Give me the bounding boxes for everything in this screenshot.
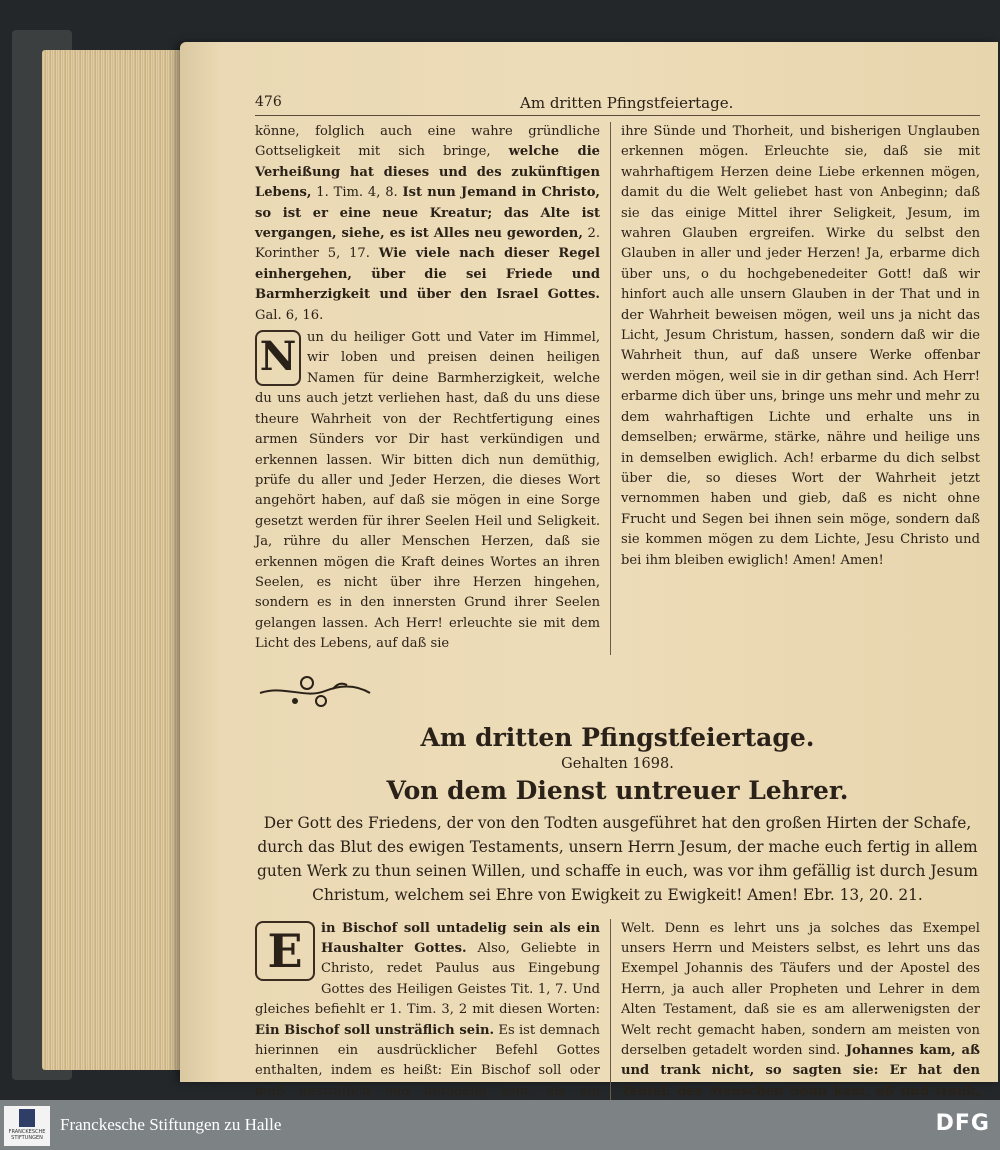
text-run: 2. Korinther 5, 17. [255, 226, 600, 262]
text-run: Also, Geliebte in Christo, redet Paulus aus Eingebung Gottes des Heiligen Geistes Tit. 1, 7. Und gleiches befiehlt er 1. Tim. 3, 2 mit diesen Worten: [255, 940, 600, 1018]
sermon-title: Von dem Dienst untreuer Lehrer. [386, 775, 849, 805]
bold-run: Johannes kam, aß und trank nicht, so sagten sie: Er hat den Teufel; des Menschen Sohn kam, aß und trank, [621, 1043, 980, 1099]
section-year: Gehalten 1698. [561, 755, 674, 772]
left-column [255, 122, 611, 655]
text-run: 1. Tim. 4, 8. [316, 185, 398, 201]
lower-left-column [255, 919, 611, 1100]
bold-run: Ein Bischof soll unsträflich sein. [255, 1022, 495, 1038]
lower-right-column [611, 919, 980, 1100]
lower-right-paragraph [621, 919, 980, 1100]
page-content [255, 90, 980, 1100]
text-run: Welt. Denn es lehrt uns ja solches das Exempel unsers Herrn und Meisters selbst, es lehrt uns das Exempel Johannis des Täufers und der Apostel des Herrn, ja auch aller Propheten und Lehrer in dem Alten Testament, daß sie es am allerwenigsten der Welt recht gemacht haben, sondern am meisten von derselben getadelt worden sind. [621, 920, 980, 1058]
text-run: un du heiliger Gott und Vater im Himmel, wir loben und preisen deinen heiligen Namen für deine Barmherzigkeit, welche du uns auch jetzt verliehen hast, daß du uns diese theure Wahrheit von der Rechtfertigung eines armen Sünders vor Dir hast verkündigen und erkennen lassen. Wir bitten dich nun demüthig, prüfe du aller und Jeder Herzen, die dieses Wort angehört haben, auf daß sie mögen in eine Sorge gesetzt werden für ihrer Seelen Heil und Seligkeit. Ja, rühre du aller Menschen Herzen, daß sie erkennen mögen die Kraft deines Wortes an ihren Seelen, es nicht über ihre Herzen hingehen, sondern es in den innersten Grund ihrer Seelen gelangen lassen. Ach Herr! erleuchte sie mit dem Licht des Lebens, auf daß sie [255, 330, 600, 652]
bold-run: in Bischof soll untadelig sein als ein Haushalter Gottes. [321, 920, 600, 956]
left-paragraph-1 [255, 122, 600, 326]
running-head-title: Am dritten Pfingstfeiertage. [520, 94, 734, 112]
right-column [611, 122, 980, 655]
building-icon [19, 1109, 35, 1127]
lower-left-paragraph [255, 919, 600, 1100]
page-number: 476 [255, 94, 282, 110]
page-edges [42, 50, 187, 1070]
dfg-logo[interactable]: DFG [935, 1111, 990, 1136]
section-title: Am dritten Pfingstfeiertage. [420, 722, 815, 752]
scripture-motto: Der Gott des Friedens, der von den Todten ausgeführet hat den großen Hirten der Schafe, durch das Blut des ewigen Testaments, unsern Herrn Jesum, der mache euch fertig in allem guten Werk zu thun seinen Willen, und schaffe in euch, was vor ihm gefällig ist durch Jesum Christum, welchem sei Ehre von Ewigkeit zu Ewigkeit! Amen! Ebr. 13, 20. 21. [256, 813, 979, 904]
bold-run: welche die Verheißung hat dieses und des zukünftigen Lebens, [255, 144, 600, 201]
bold-run: Ist nun Jemand in Christo, so ist er eine neue Kreatur; das Alte ist vergangen, siehe, es ist Alles neu geworden, [255, 185, 600, 242]
bold-run: Wie viele nach dieser Regel einhergehen, über die sei Friede und Barmherzigkeit und über den Israel Gottes. [255, 246, 600, 303]
francke-logo[interactable] [4, 1106, 50, 1146]
footer-bar [0, 1100, 1000, 1150]
drop-initial-e: E [255, 921, 315, 981]
text-run: Es ist demnach hierinnen ein ausdrücklicher Befehl Gottes enthalten, indem es heißt: Ein Bischof soll oder muß unsträflich und untadelig sein, als ein [255, 1022, 600, 1099]
institution-label: Franckesche Stiftungen zu Halle [60, 1115, 282, 1134]
floral-ornament-icon [255, 671, 375, 711]
text-run: Gal. 6, 16. [255, 307, 324, 323]
left-paragraph-2 [255, 328, 600, 655]
right-paragraph-1: ihre Sünde und Thorheit, und bisherigen Unglauben erkennen mögen. Erleuchte sie, daß sie mit wahrhaftigem Herzen deine Liebe erkennen mögen, damit du die Welt geliebet hast von Anbeginn; daß sie das einige Mittel ihrer Seligkeit, Jesum, im wahren Glauben ergreifen. Wirke du selbst den Glauben in aller und jeder Herzen! Ja, erbarme dich über uns, o du hochgebenedeiter Gott! daß wir hinfort auch alle unsern Glauben in der That und in der Wahrheit beweisen mögen, weil uns ja nicht das Licht, Jesum Christum, hassen, sondern daß wir die Wahrheit thun, auf daß unsere Werke offenbar werden mögen, weil sie in dir gethan sind. Ach Herr! erbarme dich über uns, bringe uns mehr und mehr zu dem wahrhaftigen Lichte und erhalte uns in demselben; erwärme, stärke, nähre und heilige uns in demselben ewiglich. Ach! erbarme du dich selbst über die, so dieses Wort der Wahrheit jetzt vernommen haben und gieb, daß es nicht ohne Frucht und Segen bei ihnen sein möge, sondern daß sie kommen mögen zu dem Lichte, Jesu Christo und bei ihm bleiben ewiglich! Amen! Amen! [621, 124, 980, 568]
drop-initial-n: N [255, 330, 301, 386]
text-run: könne, folglich auch eine wahre gründliche Gottseligkeit mit sich bringe, [255, 124, 600, 160]
logo-text: FRANCKESCHE STIFTUNGEN [8, 1129, 46, 1141]
running-head [255, 90, 980, 116]
upper-columns [255, 122, 980, 655]
lower-columns [255, 919, 980, 1100]
